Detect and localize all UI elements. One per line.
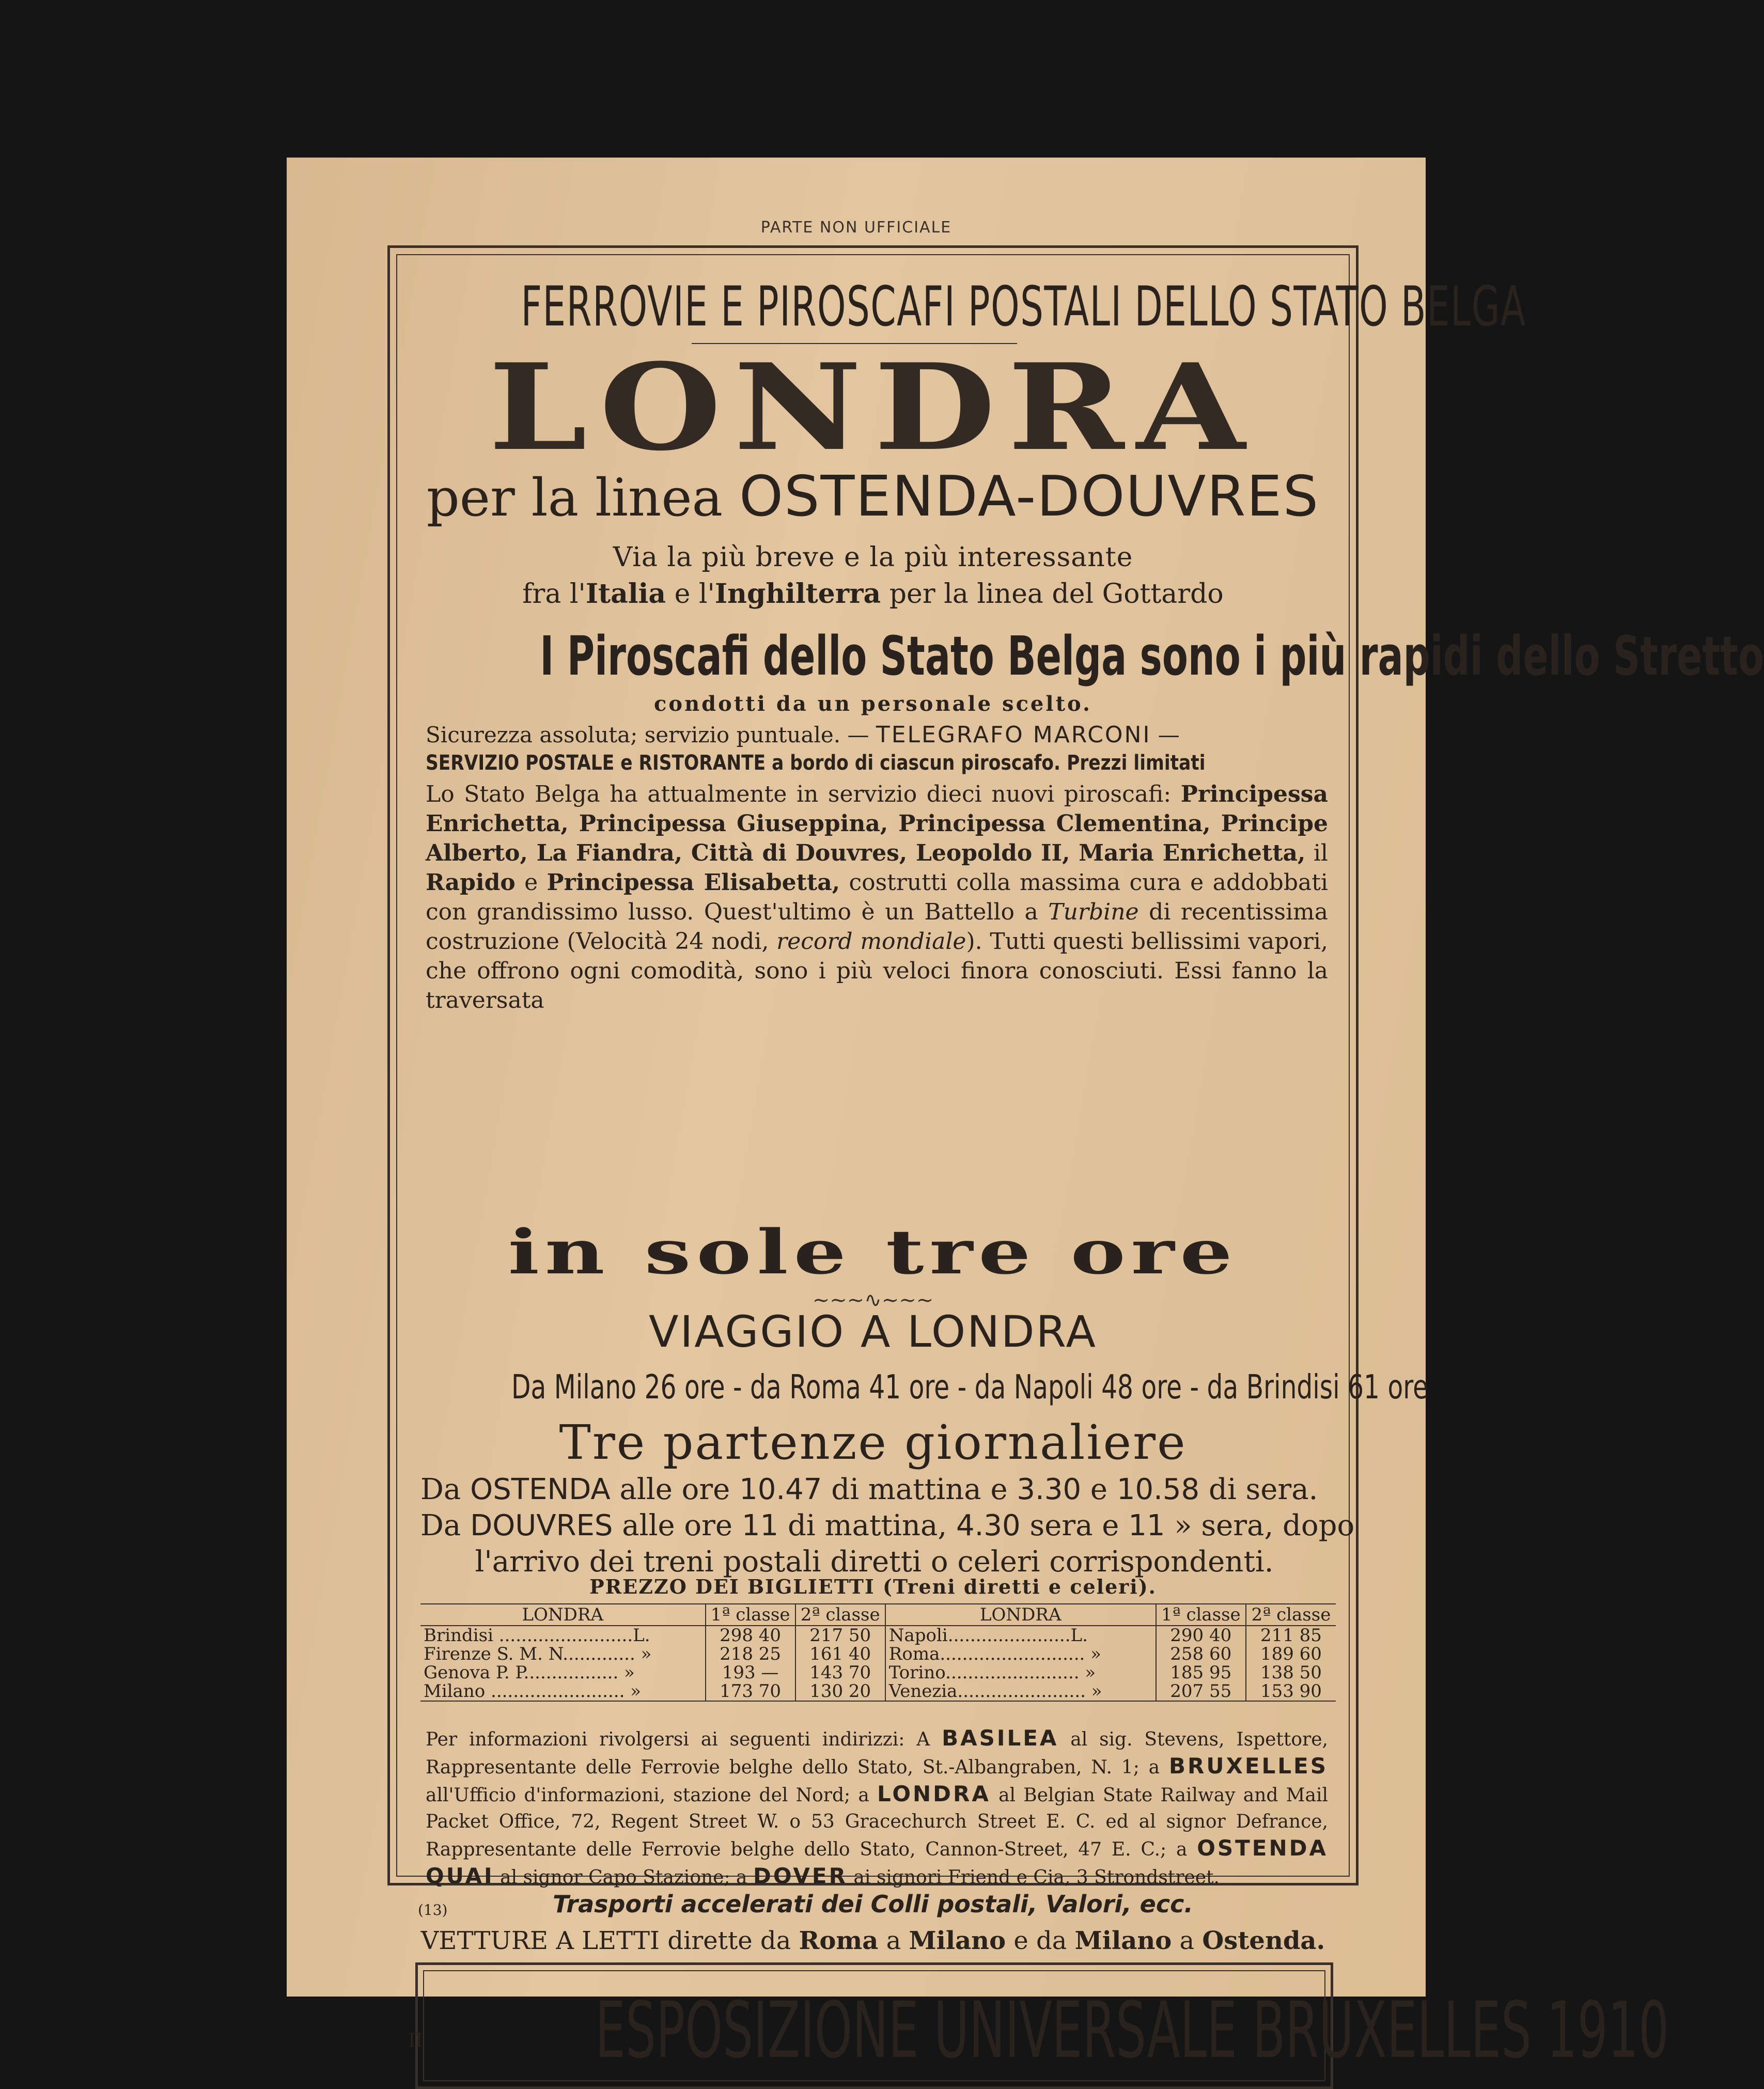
row-city: Brindisi ........................L. <box>424 1625 650 1646</box>
row-price-2: 143 70 <box>795 1663 885 1682</box>
fra-line <box>397 578 1349 610</box>
dep2-time3: 11 <box>1128 1509 1165 1542</box>
vetture-h: a <box>1179 1926 1195 1955</box>
fra-inghilterra: Inghilterra <box>714 578 881 610</box>
row-price-1: 193 — <box>706 1663 795 1682</box>
row-price-1: 207 55 <box>1156 1682 1246 1701</box>
fleet-record: record mondiale <box>776 928 966 955</box>
price-table <box>420 1603 1336 1702</box>
info-ostenda: OSTENDA QUAI <box>426 1835 1328 1889</box>
row-city: Napoli......................L. <box>885 1626 1156 1645</box>
vetture-b: dirette da <box>667 1926 791 1955</box>
info-a: Per informazioni rivolgersi ai seguenti indirizzi: A <box>426 1729 930 1750</box>
dep1-ostenda: OSTENDA <box>470 1473 611 1506</box>
advert-frame <box>387 245 1764 2076</box>
expo-title: ESPOSIZIONE UNIVERSALE BRUXELLES 1910 <box>595 1986 1669 2076</box>
ornament-divider: ~~~∿~~~ <box>812 1288 934 1312</box>
row-price-1: 298 40 <box>706 1626 795 1645</box>
dep1-time1: 10.47 <box>739 1473 822 1506</box>
dep2-e: di mattina, <box>787 1509 947 1542</box>
info-londra: LONDRA <box>877 1781 991 1806</box>
hdr-londra-right: LONDRA <box>885 1604 1156 1626</box>
fleet-rest1: costrutti colla massima cura e addobbati con grandissimo lusso. Quest'ultimo è un Battello a <box>426 869 1328 925</box>
table-row <box>420 1682 1336 1701</box>
dep1-a: Da <box>420 1473 461 1506</box>
row-city: Venezia....................... » <box>885 1682 1156 1701</box>
dep2-i: » sera, dopo <box>1174 1509 1355 1542</box>
via-line: Via la più breve e la più interessante <box>613 542 1133 573</box>
page-number: II <box>408 2030 423 2051</box>
table-row <box>420 1626 1336 1645</box>
running-head: PARTE NON UFFICIALE <box>760 219 952 237</box>
telegrafo-marconi: TELEGRAFO MARCONI <box>876 722 1151 748</box>
fleet-ships: Principessa Enrichetta, Principessa Giuseppina, Principessa Clementina, Principe Alberto, La Fiandra, Città di Douvres, Leopoldo II, Maria Enrichetta, <box>426 781 1328 866</box>
route-line <box>397 464 1349 529</box>
hdr-2cl-right: 2ª classe <box>1246 1604 1336 1626</box>
hdr-1cl-right: 1ª classe <box>1156 1604 1246 1626</box>
table-row <box>420 1663 1336 1682</box>
row-city: Roma.......................... » <box>885 1645 1156 1663</box>
sicurezza-a: Sicurezza assoluta; servizio puntuale. — <box>426 722 869 747</box>
servizio-line: SERVIZIO POSTALE e RISTORANTE a bordo di ciascun piroscafo. Prezzi limitati <box>426 751 1206 775</box>
hdr-1cl-left: 1ª classe <box>706 1604 795 1626</box>
row-price-2: 153 90 <box>1246 1682 1336 1701</box>
dep1-e: di mattina e <box>831 1473 1008 1506</box>
row-price-2: 217 50 <box>795 1626 885 1645</box>
dep2-g: sera e <box>1029 1509 1119 1542</box>
vetture-f: e da <box>1013 1926 1067 1955</box>
row-price-2: 130 20 <box>795 1682 885 1701</box>
fra-a: fra l' <box>522 579 586 610</box>
vetture-roma: Roma <box>799 1926 879 1955</box>
hdr-londra-left: LONDRA <box>420 1604 706 1626</box>
departure-note: l'arrivo dei treni postali diretti o celeri corrispondenti. <box>475 1545 1274 1579</box>
piroscafi-headline: I Piroscafi dello Stato Belga sono i più rapidi dello Stretto <box>540 625 1764 688</box>
info-b: al sig. Stevens, Ispettore, Rappresentante delle Ferrovie belghe dello Stato, St.-Albangraben, N. 1; a <box>426 1729 1328 1778</box>
expo-box <box>415 1962 1669 2089</box>
info-e: al signor Capo Stazione; a <box>500 1867 747 1888</box>
row-price-2: 189 60 <box>1246 1645 1336 1663</box>
row-city: Torino........................ » <box>885 1663 1156 1682</box>
dep1-g: e <box>1090 1473 1108 1506</box>
dep2-a: Da <box>420 1509 461 1542</box>
fleet-intro: Lo Stato Belga ha attualmente in servizio dieci nuovi piroscafi: <box>426 781 1172 807</box>
advert-frame-inner <box>396 254 1764 2076</box>
trasporti-number: (13) <box>418 1901 448 1919</box>
fleet-e: e <box>524 869 538 896</box>
info-bruxelles: BRUXELLES <box>1169 1753 1328 1779</box>
dep1-i: di sera. <box>1208 1473 1318 1506</box>
vetture-line <box>397 1926 1349 1955</box>
sole-tre-ore: in sole tre ore <box>508 1216 1238 1288</box>
expo-box-inner <box>423 1970 1669 2081</box>
fleet-elisabetta: Principessa Elisabetta, <box>547 869 840 896</box>
departure-ostenda <box>420 1472 1328 1508</box>
info-paragraph <box>426 1725 1328 1891</box>
fra-e: per la linea del Gottardo <box>881 579 1224 610</box>
info-f: ai signori Friend e Cia, 3 Strondstreet. <box>853 1867 1220 1888</box>
dep2-time1: 11 <box>741 1509 779 1542</box>
vetture-a: VETTURE A LETTI <box>420 1926 660 1955</box>
sicurezza-c: — <box>1158 722 1180 747</box>
fleet-paragraph <box>426 780 1328 1015</box>
row-price-2: 211 85 <box>1246 1626 1336 1645</box>
price-table-wrap <box>420 1603 1336 1702</box>
vetture-d: a <box>886 1926 901 1955</box>
vetture-milano1: Milano <box>909 1926 1006 1955</box>
page-sheet <box>287 158 1764 2076</box>
fleet-rest3: ). Tutti questi bellissimi vapori, che offrono ogni comodità, sono i più veloci finora conosciuti. Essi fanno la traversata <box>426 928 1328 1014</box>
row-city: Firenze S. M. N............. » <box>424 1644 652 1664</box>
info-d: al Belgian State Railway and Mail Packet Office, 72, Regent Street W. o 53 Gracechurch Street E. C. ed al signor Defrance, Rappresentante delle Ferrovie belghe dello Stato, Cannon-Street, 47 E. C.; a <box>426 1785 1328 1860</box>
info-c: all'Ufficio d'informazioni, stazione del Nord; a <box>426 1785 869 1806</box>
departures-block <box>420 1472 1355 1580</box>
dep1-time2: 3.30 <box>1017 1473 1082 1506</box>
title-main: LONDRA <box>488 338 1258 477</box>
dep1-time3: 10.58 <box>1116 1473 1200 1506</box>
vetture-milano2: Milano <box>1074 1926 1172 1955</box>
info-basilea: BASILEA <box>942 1725 1059 1751</box>
route-prefix: per la linea <box>426 467 723 528</box>
route-name: OSTENDA-DOUVRES <box>739 464 1320 529</box>
fra-italia: Italia <box>585 578 666 610</box>
trasporti-text: Trasporti accelerati dei Colli postali, Valori, ecc. <box>553 1890 1193 1918</box>
row-price-2: 138 50 <box>1246 1663 1336 1682</box>
viaggio-heading: VIAGGIO A LONDRA <box>648 1306 1098 1357</box>
title-top: FERROVIE E PIROSCAFI POSTALI DELLO STATO BELGA <box>521 275 1526 338</box>
hdr-2cl-left: 2ª classe <box>795 1604 885 1626</box>
table-row <box>420 1645 1336 1663</box>
fleet-rest2: di recentissima costruzione (Velocità 24 nodi, <box>426 899 1328 955</box>
vetture-ostenda: Ostenda. <box>1202 1926 1325 1955</box>
row-city: Milano ........................ » <box>424 1681 641 1702</box>
price-table-header <box>420 1604 1336 1626</box>
row-price-2: 161 40 <box>795 1645 885 1663</box>
fra-c: e l' <box>666 579 715 610</box>
row-price-1: 173 70 <box>706 1682 795 1701</box>
fleet-il: il <box>1313 840 1328 866</box>
row-price-1: 218 25 <box>706 1645 795 1663</box>
dep2-c: alle ore <box>622 1509 733 1542</box>
departure-douvres <box>420 1508 1355 1544</box>
row-price-1: 290 40 <box>1156 1626 1246 1645</box>
condotti-line: condotti da un personale scelto. <box>654 692 1092 716</box>
dep2-douvres: DOUVRES <box>470 1509 613 1542</box>
row-price-1: 258 60 <box>1156 1645 1246 1663</box>
tre-partenze: Tre partenze giornaliere <box>559 1415 1187 1470</box>
travel-times: Da Milano 26 ore - da Roma 41 ore - da Napoli 48 ore - da Brindisi 61 ore <box>511 1368 1429 1407</box>
trasporti-line <box>418 1890 1328 1918</box>
fleet-rapido: Rapido <box>426 869 516 896</box>
sicurezza-line <box>426 720 1328 750</box>
dep1-c: alle ore <box>619 1473 730 1506</box>
row-city: Genova P. P................. » <box>424 1662 635 1683</box>
price-title: PREZZO DEI BIGLIETTI (Treni diretti e celeri). <box>589 1575 1157 1598</box>
row-price-1: 185 95 <box>1156 1663 1246 1682</box>
fleet-turbine: Turbine <box>1048 899 1139 925</box>
dep2-time2: 4.30 <box>956 1509 1021 1542</box>
info-dover: DOVER <box>753 1863 848 1889</box>
